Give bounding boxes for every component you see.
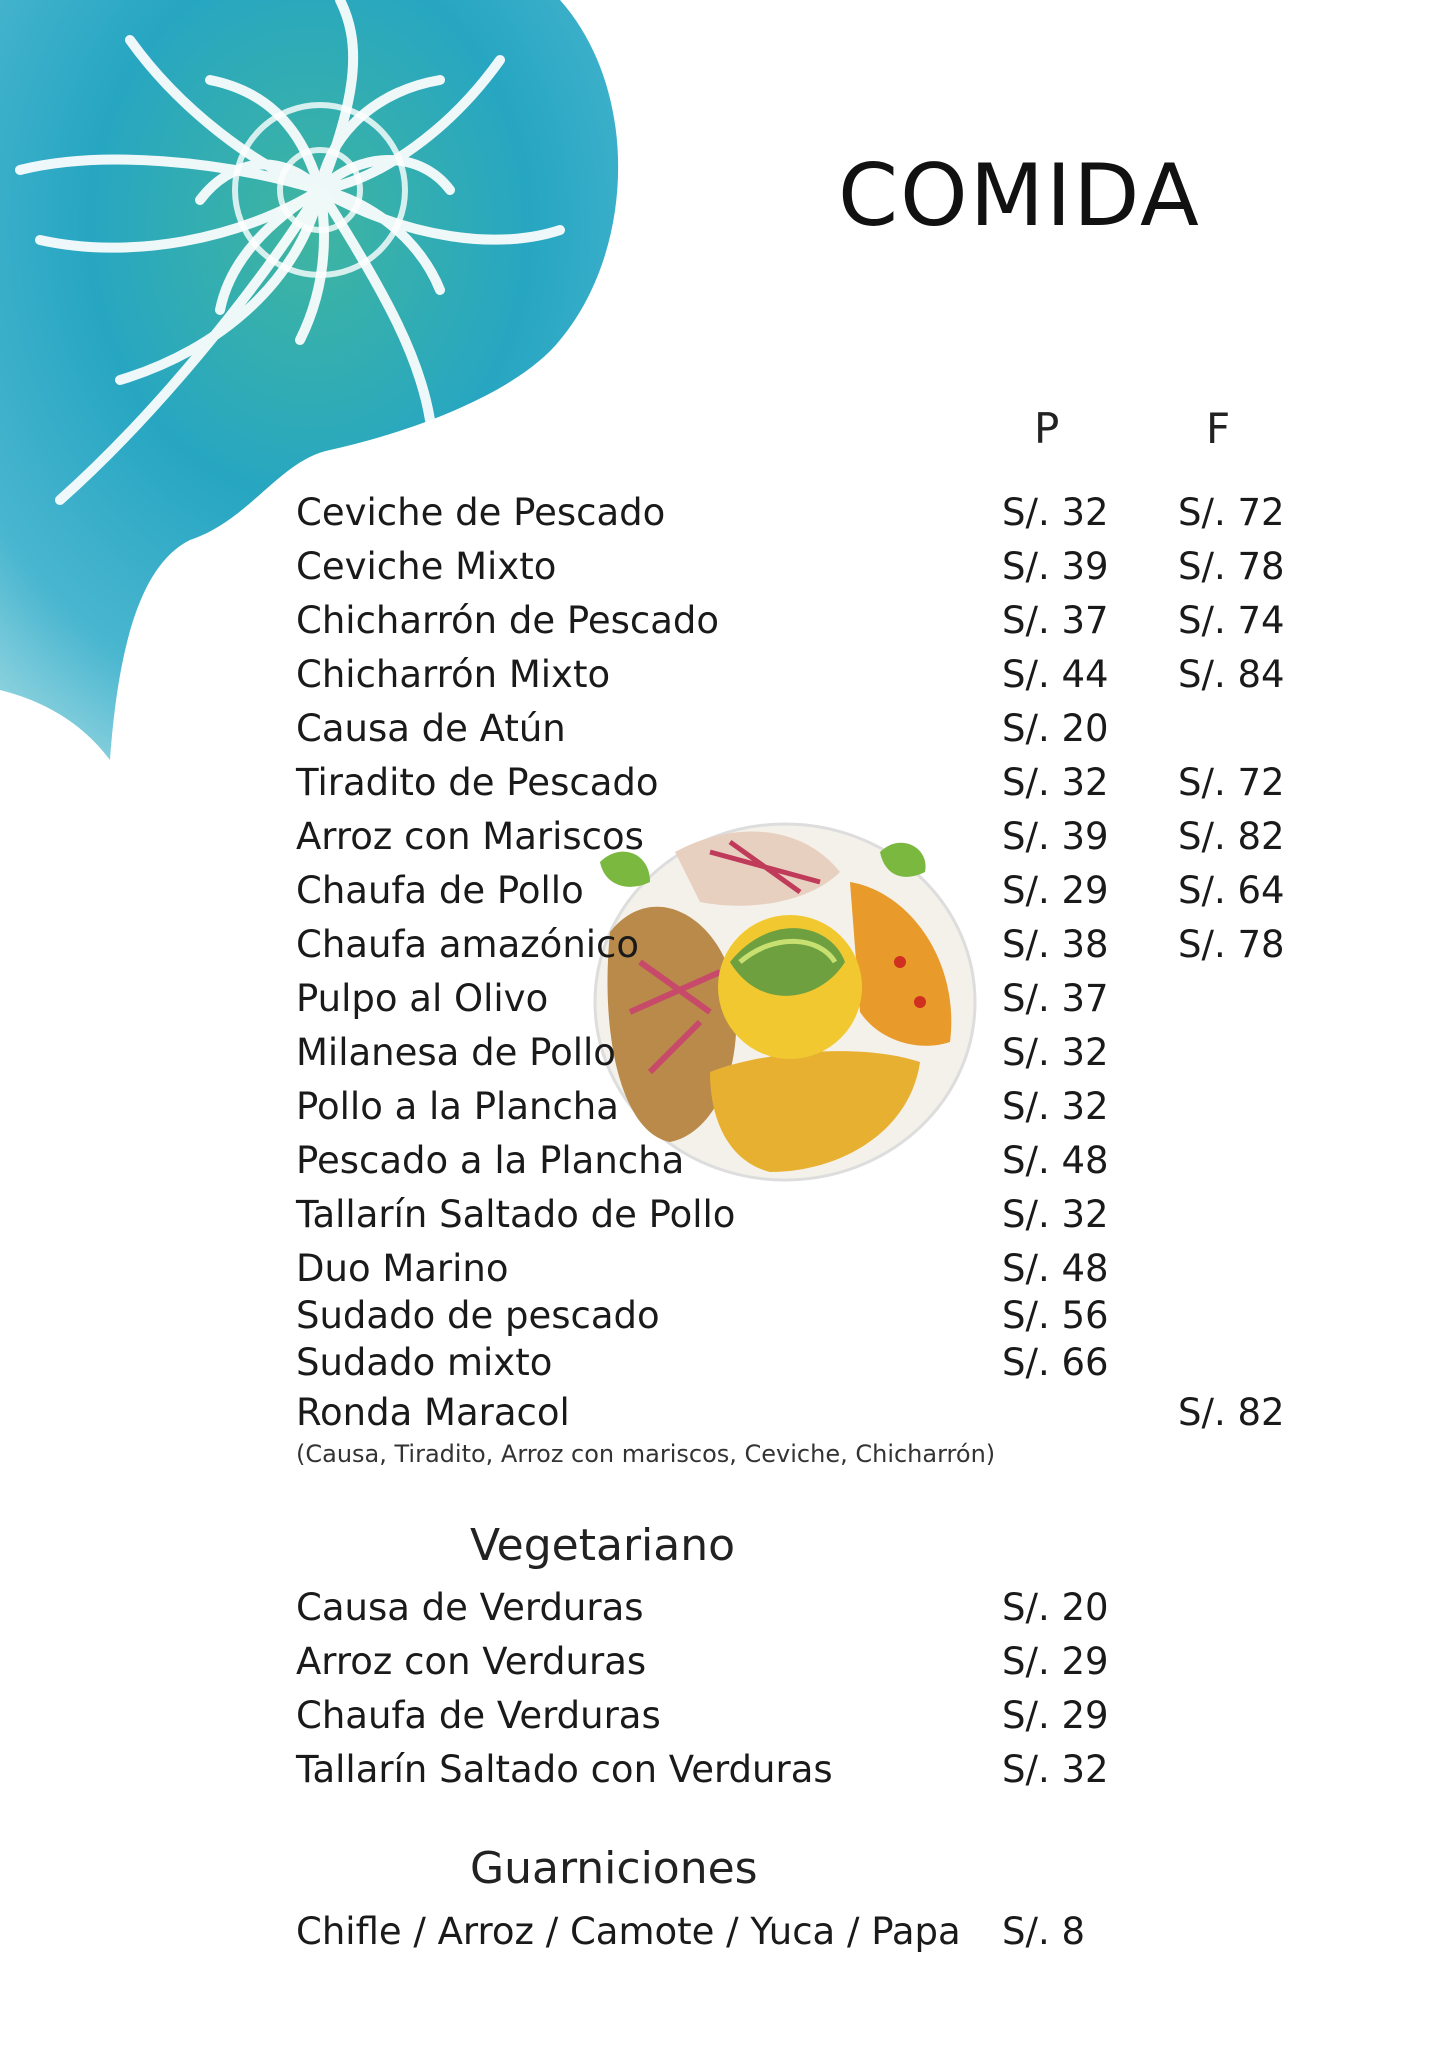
item-price-f: S/. 74 (1178, 599, 1285, 642)
item-name: Chicharrón Mixto (296, 653, 611, 696)
item-price-p: S/. 66 (1002, 1341, 1109, 1384)
list-item (296, 704, 1396, 754)
item-price-p: S/. 32 (1002, 491, 1109, 534)
item-name: Chaufa de Verduras (296, 1694, 661, 1737)
item-name: Ceviche Mixto (296, 545, 557, 588)
list-item (296, 1291, 1396, 1341)
item-price-p: S/. 29 (1002, 869, 1109, 912)
list-item (296, 920, 1396, 970)
item-price-p: S/. 37 (1002, 599, 1109, 642)
item-price-p: S/. 44 (1002, 653, 1109, 696)
list-item (296, 1637, 1396, 1687)
item-price-f: S/. 72 (1178, 491, 1285, 534)
item-price-p: S/. 39 (1002, 545, 1109, 588)
list-item (296, 488, 1396, 538)
item-price-p: S/. 8 (1002, 1910, 1086, 1953)
item-name: Sudado mixto (296, 1341, 553, 1384)
item-price-p: S/. 39 (1002, 815, 1109, 858)
item-price-p: S/. 38 (1002, 923, 1109, 966)
list-item (296, 812, 1396, 862)
item-price-p: S/. 29 (1002, 1694, 1109, 1737)
item-price-p: S/. 32 (1002, 1748, 1109, 1791)
item-price-p: S/. 37 (1002, 977, 1109, 1020)
list-item (296, 1082, 1396, 1132)
item-name: Ceviche de Pescado (296, 491, 666, 534)
nautilus-shell-icon (0, 0, 640, 760)
item-name: Chaufa de Pollo (296, 869, 584, 912)
item-price-p: S/. 32 (1002, 761, 1109, 804)
item-name: Chicharrón de Pescado (296, 599, 720, 642)
item-name: Tallarín Saltado de Pollo (296, 1193, 736, 1236)
item-price-f: S/. 64 (1178, 869, 1285, 912)
list-item (296, 1907, 1396, 1957)
item-name: Causa de Atún (296, 707, 566, 750)
item-name: Arroz con Verduras (296, 1640, 647, 1683)
column-header-f: F (1206, 404, 1231, 453)
list-item (296, 650, 1396, 700)
item-price-p: S/. 32 (1002, 1193, 1109, 1236)
item-name: Pescado a la Plancha (296, 1139, 685, 1182)
item-price-p: S/. 56 (1002, 1294, 1109, 1337)
list-item (296, 758, 1396, 808)
item-name: Chifle / Arroz / Camote / Yuca / Papa (296, 1910, 961, 1953)
item-price-f: S/. 78 (1178, 923, 1285, 966)
item-name: Duo Marino (296, 1247, 509, 1290)
item-name: Pollo a la Plancha (296, 1085, 619, 1128)
list-item (296, 1028, 1396, 1078)
item-name: Tiradito de Pescado (296, 761, 659, 804)
list-item (296, 1338, 1396, 1388)
item-price-f: S/. 82 (1178, 1391, 1285, 1434)
item-price-p: S/. 20 (1002, 1586, 1109, 1629)
item-name: Sudado de pescado (296, 1294, 660, 1337)
item-name: Pulpo al Olivo (296, 977, 549, 1020)
item-price-p: S/. 32 (1002, 1085, 1109, 1128)
list-item (296, 542, 1396, 592)
list-item (296, 866, 1396, 916)
column-header-p: P (1034, 404, 1060, 453)
list-item (296, 974, 1396, 1024)
section-heading-guarniciones: Guarniciones (470, 1843, 758, 1894)
list-item (296, 1244, 1396, 1294)
list-item (296, 1691, 1396, 1741)
list-item (296, 1583, 1396, 1633)
item-price-f: S/. 72 (1178, 761, 1285, 804)
item-price-f: S/. 82 (1178, 815, 1285, 858)
item-price-p: S/. 29 (1002, 1640, 1109, 1683)
list-item (296, 1190, 1396, 1240)
item-name: Causa de Verduras (296, 1586, 644, 1629)
item-name: Ronda Maracol (296, 1391, 570, 1434)
section-heading-vegetariano: Vegetariano (470, 1520, 736, 1571)
item-price-p: S/. 20 (1002, 707, 1109, 750)
ronda-maracol-note: (Causa, Tiradito, Arroz con mariscos, Ceviche, Chicharrón) (296, 1440, 996, 1468)
list-item (296, 596, 1396, 646)
item-name: Milanesa de Pollo (296, 1031, 616, 1074)
item-price-p: S/. 32 (1002, 1031, 1109, 1074)
item-name: Tallarín Saltado con Verduras (296, 1748, 833, 1791)
item-price-p: S/. 48 (1002, 1247, 1109, 1290)
page-title: COMIDA (838, 146, 1201, 246)
list-item (296, 1745, 1396, 1795)
item-name: Arroz con Mariscos (296, 815, 644, 858)
item-name: Chaufa amazónico (296, 923, 640, 966)
list-item (296, 1136, 1396, 1186)
item-price-f: S/. 84 (1178, 653, 1285, 696)
item-price-p: S/. 48 (1002, 1139, 1109, 1182)
list-item (296, 1388, 1396, 1438)
item-price-f: S/. 78 (1178, 545, 1285, 588)
